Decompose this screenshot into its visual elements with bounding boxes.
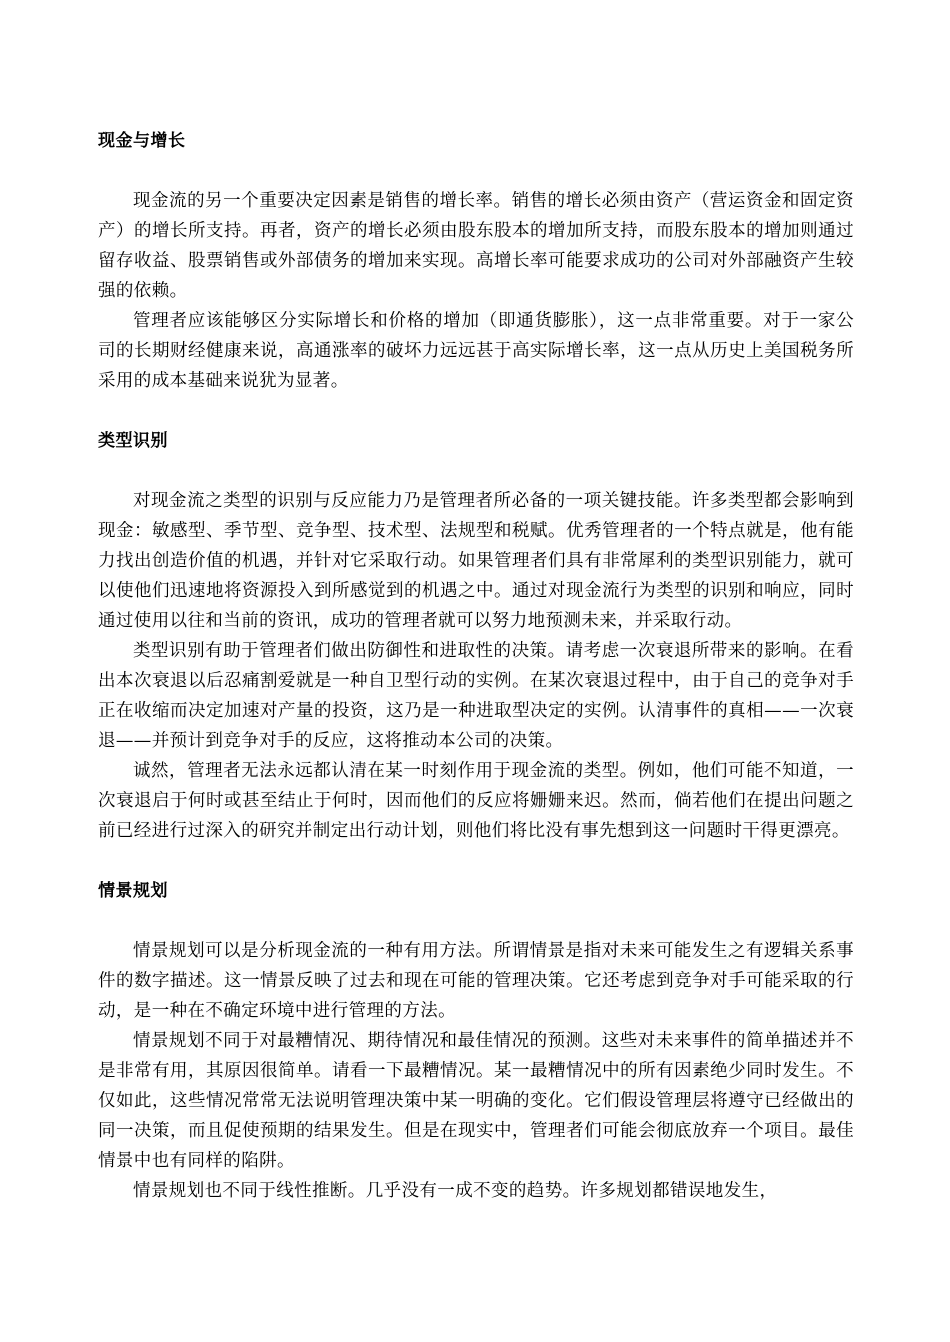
paragraph: 情景规划也不同于线性推断。几乎没有一成不变的趋势。许多规划都错误地发生，	[133, 1181, 778, 1201]
paragraph: 对现金流之类型的识别与反应能力乃是管理者所必备的一项关键技能。许多类型都会影响到现金：敏感型、季节型、竞争型、技术型、法规型和税赋。优秀管理者的一个特点就是，他有能力找出创造价值的机遇，并针对它采取行动。如果管理者们具有非常犀利的类型识别能力，就可以使他们迅速地将资源投入到所感觉到的机遇之中。通过对现金流行为类型的识别和响应，同时通过使用以往和当前的资讯，成功的管理者就可以努力地预测未来，并采取行动。	[98, 491, 854, 631]
section-heading: 情景规划	[98, 881, 168, 901]
paragraph: 类型识别有助于管理者们做出防御性和进取性的决策。请考虑一次衰退所带来的影响。在看出本次衰退以后忍痛割爱就是一种自卫型行动的实例。在某次衰退过程中，由于自己的竞争对手正在收缩而决定加速对产量的投资，这乃是一种进取型决定的实例。认清事件的真相——一次衰退——并预计到竞争对手的反应，这将推动本公司的决策。	[98, 641, 854, 751]
paragraph: 管理者应该能够区分实际增长和价格的增加（即通货膨胀），这一点非常重要。对于一家公司的长期财经健康来说，高通涨率的破坏力远远甚于高实际增长率，这一点从历史上美国税务所采用的成本基础来说犹为显著。	[98, 311, 854, 391]
section-heading: 类型识别	[98, 431, 168, 451]
section-pattern-recognition	[98, 426, 854, 846]
section-scenario-planning	[98, 876, 854, 1206]
document-page	[98, 126, 854, 1206]
paragraph: 诚然，管理者无法永远都认清在某一时刻作用于现金流的类型。例如，他们可能不知道，一次衰退启于何时或甚至结止于何时，因而他们的反应将姗姗来迟。然而，倘若他们在提出问题之前已经进行过深入的研究并制定出行动计划，则他们将比没有事先想到这一问题时干得更漂亮。	[98, 761, 854, 841]
paragraph: 现金流的另一个重要决定因素是销售的增长率。销售的增长必须由资产（营运资金和固定资产）的增长所支持。再者，资产的增长必须由股东股本的增加所支持，而股东股本的增加则通过留存收益、股票销售或外部债务的增加来实现。高增长率可能要求成功的公司对外部融资产生较强的依赖。	[98, 191, 854, 301]
section-heading: 现金与增长	[98, 131, 186, 151]
section-cash-and-growth	[98, 126, 854, 396]
paragraph: 情景规划不同于对最糟情况、期待情况和最佳情况的预测。这些对未来事件的简单描述并不是非常有用，其原因很简单。请看一下最糟情况。某一最糟情况中的所有因素绝少同时发生。不仅如此，这些情况常常无法说明管理决策中某一明确的变化。它们假设管理层将遵守已经做出的同一决策，而且促使预期的结果发生。但是在现实中，管理者们可能会彻底放弃一个项目。最佳情景中也有同样的陷阱。	[98, 1031, 854, 1171]
paragraph: 情景规划可以是分析现金流的一种有用方法。所谓情景是指对未来可能发生之有逻辑关系事件的数字描述。这一情景反映了过去和现在可能的管理决策。它还考虑到竞争对手可能采取的行动，是一种在不确定环境中进行管理的方法。	[98, 941, 854, 1021]
